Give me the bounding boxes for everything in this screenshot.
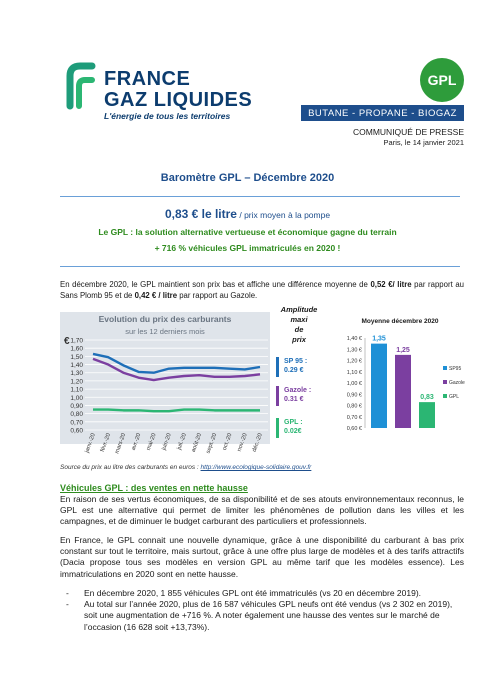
brand-line2: GAZ LIQUIDES (104, 89, 253, 111)
section-title: Véhicules GPL : des ventes en nette hausse (60, 483, 248, 493)
x-tick-label: août-20 (190, 432, 204, 454)
amplitude-sp95-label: SP 95 : (284, 358, 308, 365)
intro-paragraph (60, 279, 464, 301)
list-item: - Au total sur l’année 2020, plus de 16 587 véhicules GPL neufs ont été vendus (vs 2 302 en 2019), soit une augmentation de +716 %. A noter également une hausse des ventes sur le marché de l’occasion (16 628 soit +13,73%). (66, 599, 453, 632)
y-tick-label: 1,30 (70, 370, 83, 378)
france-gaz-liquides-logo-icon (66, 62, 96, 110)
x-tick-label: avr.-20 (130, 432, 143, 452)
amplitude-gazole-label: Gazole : (284, 387, 312, 394)
x-tick-label: oct.-20 (221, 432, 234, 452)
press-release-label: COMMUNIQUÉ DE PRESSE (353, 127, 464, 137)
data-label: 0,83 (420, 394, 434, 402)
amplitude-head-2: maxi (290, 315, 308, 324)
amplitude-head-1: Amplitude (280, 305, 318, 314)
y-axis-label: € (64, 336, 70, 347)
y-tick-label: 0,70 € (346, 414, 362, 421)
legend-swatch (443, 366, 447, 370)
source-link[interactable]: http://www.ecologique-solidaire.gouv.fr (200, 464, 312, 471)
amplitude-gpl-label: GPL : (284, 419, 303, 426)
source-text: Source du prix au litre des carburants en euros : (60, 464, 201, 471)
y-tick-label: 0,90 (70, 402, 83, 410)
y-tick-label: 1,40 (70, 362, 83, 370)
x-tick-label: nov.-20 (236, 432, 249, 453)
bar-gpl (419, 402, 435, 428)
page-title: Baromètre GPL – Décembre 2020 (160, 172, 335, 184)
amplitude-header (272, 305, 326, 345)
y-tick-label: 1,10 € (346, 369, 362, 376)
brand-tagline: L'énergie de tous les territoires (104, 111, 231, 121)
divider-bottom (60, 266, 460, 267)
banner-butane-propane-biogaz: BUTANE - PROPANE - BIOGAZ (301, 105, 464, 121)
y-tick-label: 0,60 (70, 427, 83, 435)
legend-label: SP95 (449, 366, 462, 372)
x-tick-label: févr.-20 (99, 432, 113, 453)
legend-swatch (443, 380, 447, 384)
legend-swatch (443, 394, 447, 398)
amplitude-head-3: de (294, 325, 304, 334)
intro-text-3: par rapport au Gazole. (177, 291, 258, 300)
y-tick-label: 0,80 € (346, 403, 362, 410)
amplitude-sp95 (276, 357, 324, 377)
y-tick-label: 0,80 (70, 411, 83, 419)
release-date: Paris, le 14 janvier 2021 (383, 138, 464, 147)
gpl-badge-icon: GPL (420, 58, 464, 102)
data-label: 1,25 (396, 346, 410, 354)
series-line-gpl (93, 410, 260, 412)
subtitle-1: Le GPL : la solution alternative vertueuse et économique gagne du terrain (98, 227, 397, 237)
intro-bold-2: 0,42 € / litre (134, 291, 178, 300)
y-tick-label: 1,00 (70, 394, 83, 402)
list-item: - En décembre 2020, 1 855 véhicules GPL ont été immatriculés (vs 20 en décembre 2019). (66, 588, 422, 598)
y-tick-label: 1,40 € (346, 336, 362, 342)
price-small: / prix moyen à la pompe (236, 210, 331, 220)
price-headline (0, 205, 495, 223)
x-tick-label: déc.-20 (251, 432, 264, 453)
amplitude-sp95-bar (276, 357, 279, 377)
legend-label: GPL (449, 394, 460, 400)
line-chart-subtitle: sur les 12 derniers mois (125, 327, 205, 336)
bullet-text-1: En décembre 2020, 1 855 véhicules GPL ont été immatriculés (vs 20 en décembre 2019). (84, 588, 422, 598)
y-tick-label: 1,70 (70, 337, 83, 345)
amplitude-gpl-value: 0.02€ (284, 428, 302, 435)
bar-chart-title: Moyenne décembre 2020 (361, 318, 439, 325)
y-tick-label: 1,60 (70, 345, 83, 353)
legend-label: Gazole (449, 380, 465, 386)
paragraph-1: En raison de ses vertus économiques, de sa disponibilité et de ses atouts environnementaux reconnus, le GPL est une alternative qui permet de limiter les phénomènes de pollution dans les villes et les campagnes, et de diminuer le budget carburant des particuliers et professionnels. (60, 494, 464, 527)
amplitude-gpl-bar (276, 418, 279, 438)
y-tick-label: 1,50 (70, 353, 83, 361)
chart-source (60, 464, 311, 471)
price-big: 0,83 € le litre (164, 207, 237, 221)
x-tick-label: janv.-20 (84, 432, 97, 454)
x-tick-label: sept.-20 (205, 432, 219, 455)
y-tick-label: 1,20 (70, 378, 83, 386)
amplitude-gazole (276, 386, 324, 406)
amplitude-gazole-bar (276, 386, 279, 406)
intro-text-2: par rapport au Sans Plomb 95 et de (60, 280, 464, 300)
amplitude-gazole-value: 0.31 € (284, 396, 304, 403)
bullet-list (60, 588, 464, 633)
amplitude-gpl (276, 418, 324, 438)
line-chart (60, 312, 275, 462)
bar-sp95 (371, 344, 387, 428)
y-tick-label: 0,60 € (346, 426, 362, 432)
intro-bold-1: 0,52 €/ litre (370, 280, 412, 289)
amplitude-head-4: prix (292, 335, 306, 344)
line-chart-title: Evolution du prix des carburants (98, 314, 232, 324)
x-tick-label: mai-20 (145, 432, 158, 452)
intro-text-1: En décembre 2020, le GPL maintient son prix bas et affiche une différence moyenne de (60, 280, 371, 289)
y-tick-label: 1,10 (70, 386, 83, 394)
paragraph-2: En France, le GPL connait une nouvelle dynamique, grâce à une disponibilité du carburant à bas prix constant sur tout le territoire, mais surtout, grâce à une offre plus large de modèles et à des tarifs attractifs (Dacia propose tous ses modèles en version GPL au même tarif que les modèles essence). Les immatriculations en 2020 sont en nette hausse. (60, 535, 464, 579)
bar-chart (335, 330, 470, 435)
data-label: 1,35 (372, 335, 386, 343)
y-tick-label: 1,00 € (346, 381, 362, 387)
x-tick-label: juin-20 (161, 432, 173, 452)
y-tick-label: 0,70 (70, 419, 83, 427)
amplitude-sp95-value: 0.29 € (284, 367, 304, 374)
y-tick-label: 1,20 € (346, 358, 362, 365)
y-tick-label: 1,30 € (346, 347, 362, 354)
brand-line1: FRANCE (104, 68, 191, 90)
bullet-text-2: Au total sur l’année 2020, plus de 16 587 véhicules GPL neufs ont été vendus (vs 2 302 en 2019), soit une augmentation de +716 %. A noter également une hausse des ventes sur le marché de l’occasion (16 628 soit +13,73%). (84, 599, 453, 632)
x-tick-label: juil.-20 (176, 432, 188, 451)
divider-top (60, 196, 460, 197)
x-tick-label: mars-20 (114, 432, 128, 455)
subtitle-2: + 716 % véhicules GPL immatriculés en 2020 ! (154, 243, 341, 253)
bar-gazole (395, 355, 411, 428)
y-tick-label: 0,90 € (346, 392, 362, 399)
